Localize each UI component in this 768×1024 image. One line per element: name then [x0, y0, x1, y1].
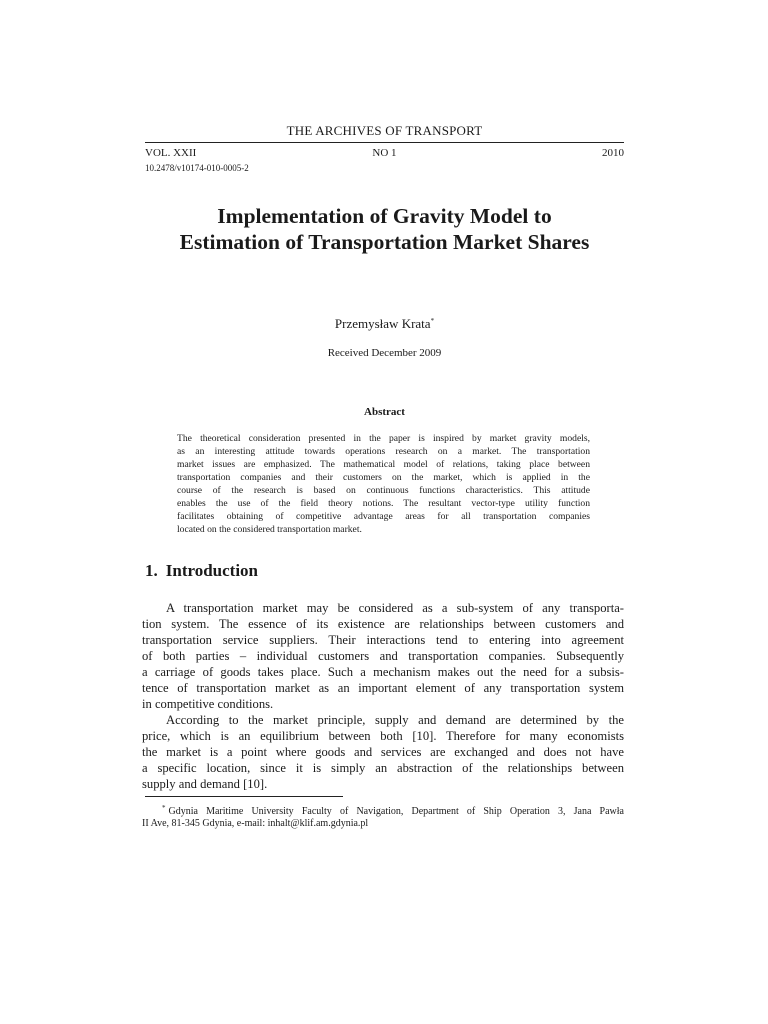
- footnote: [142, 801, 624, 831]
- author: [145, 316, 624, 332]
- issue-number: NO 1: [372, 147, 397, 159]
- body-line: of both parties – individual customers and transportation companies. Subsequently: [142, 649, 624, 663]
- abstract-body: [177, 432, 590, 536]
- paper-title-line-2: Estimation of Transportation Market Shares: [179, 230, 590, 254]
- abstract-line: market issues are emphasized. The mathematical model of relations, taking place between: [177, 459, 590, 470]
- paper-title: [135, 203, 634, 255]
- abstract-line: facilitates obtaining of competitive advantage areas for all transportation companies: [177, 511, 590, 522]
- section-heading: [145, 561, 258, 581]
- issue-year: 2010: [602, 147, 624, 159]
- footnote-mark: *: [162, 804, 166, 812]
- body-line: According to the market principle, supply and demand are determined by the: [166, 713, 624, 727]
- author-name: Przemysław Krata: [334, 316, 431, 331]
- volume-label: VOL. XXII: [145, 147, 197, 159]
- body-text: [142, 600, 624, 792]
- abstract-line: course of the research is based on continuous functions characteristics. This attitude: [177, 485, 590, 496]
- body-line: in competitive conditions.: [142, 697, 274, 711]
- author-footnote-mark: *: [430, 317, 435, 325]
- footnote-rule: [145, 796, 343, 797]
- body-line: tence of transportation market as an important element of any transportation system: [142, 681, 624, 695]
- header-rule: [145, 142, 624, 143]
- abstract-line: transportation companies and their customers on the market, which is applied in the: [177, 472, 590, 483]
- body-line: the market is a point where goods and services are exchanged and does not have: [142, 745, 624, 759]
- body-line: supply and demand [10].: [142, 777, 268, 791]
- section-number: 1.: [145, 561, 158, 580]
- footnote-text-1: Gdynia Maritime University Faculty of Navigation, Department of Ship Operation 3, Jana Pawła: [168, 806, 624, 817]
- abstract-line: enables the use of the field theory notions. The resultant vector-type utility function: [177, 498, 590, 509]
- body-line: price, which is an equilibrium between both [10]. Therefore for many economists: [142, 729, 624, 743]
- issue-meta: [145, 147, 624, 161]
- body-line: tion system. The essence of its existence are relationships between customers and: [142, 617, 624, 631]
- journal-title: THE ARCHIVES OF TRANSPORT: [286, 123, 483, 138]
- body-line: transportation service suppliers. Their interactions tend to entering into agreement: [142, 633, 624, 647]
- abstract-heading: Abstract: [364, 406, 405, 418]
- footnote-line-2: II Ave, 81-345 Gdynia, e-mail: inhalt@klif.am.gdynia.pl: [142, 818, 369, 829]
- body-line: a carriage of goods takes place. Such a mechanism makes out the need for a subsis-: [142, 665, 624, 679]
- section-title: Introduction: [165, 561, 259, 580]
- received-date: Received December 2009: [327, 347, 442, 359]
- abstract-line: The theoretical consideration presented in the paper is inspired by market gravity models,: [177, 433, 590, 444]
- abstract-line: as an interesting attitude towards operations research on a market. The transportation: [177, 446, 590, 457]
- body-line: A transportation market may be considered as a sub-system of any transporta-: [166, 601, 624, 615]
- doi: 10.2478/v10174-010-0005-2: [145, 163, 249, 173]
- paper-title-line-1: Implementation of Gravity Model to: [217, 204, 552, 228]
- body-line: a specific location, since it is simply an abstraction of the relationships between: [142, 761, 624, 775]
- footnote-line-1: [142, 801, 624, 816]
- abstract-line: located on the considered transportation market.: [177, 524, 362, 535]
